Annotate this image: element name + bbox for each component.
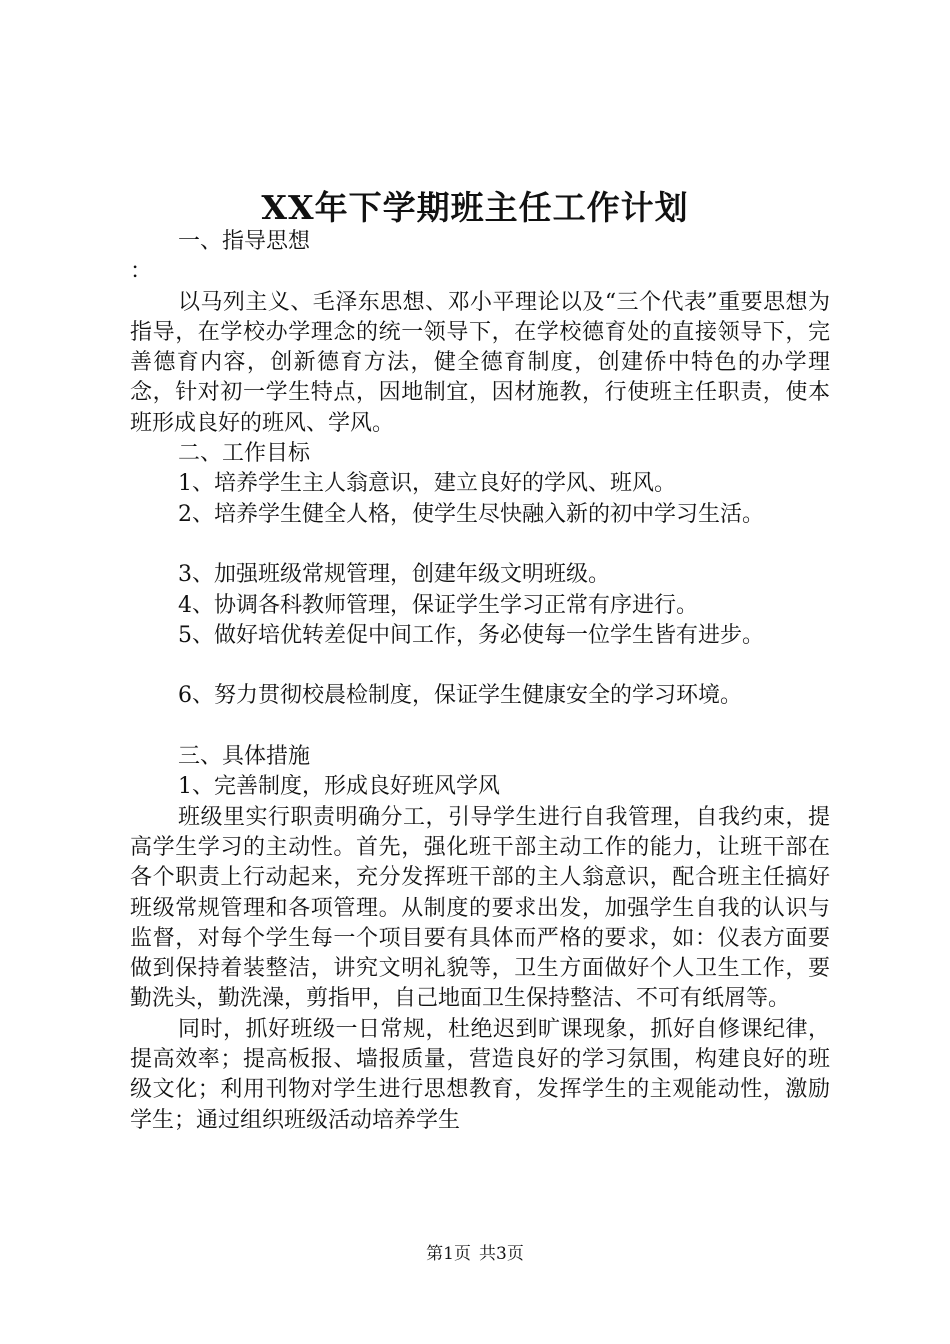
heading-colon: ： — [130, 259, 153, 285]
goal-item-2: 2、培养学生健全人格，使学生尽快融入新的初中学习生活。 — [178, 501, 764, 527]
goal-item-6: 6、努力贯彻校晨检制度，保证学生健康安全的学习环境。 — [178, 683, 742, 709]
section-heading-measures: 三、具体措施 — [178, 744, 311, 770]
page-footer — [0, 1243, 950, 1265]
blank-line — [130, 712, 830, 742]
page-number-current: 第1页 — [426, 1244, 471, 1264]
paragraph-guiding-ideology: 以马列主义、毛泽东思想、邓小平理论以及“三个代表”重要思想为指导，在学校办学理念的统一领导下，在学校德育处的直接领导下，完善德育内容，创新德育方法，健全德育制度，创建侨中特色的办学理念，针对初一学生特点，因地制宜，因材施教，行使班主任职责，使本班形成良好的班风、学风。 — [130, 289, 830, 436]
document-body — [130, 227, 830, 1136]
subheading-improve-system: 1、完善制度，形成良好班风学风 — [178, 774, 500, 800]
goal-item-5: 5、做好培优转差促中间工作，务必使每一位学生皆有进步。 — [178, 622, 764, 648]
goal-item-4: 4、协调各科教师管理，保证学生学习正常有序进行。 — [178, 592, 698, 618]
paragraph-daily-routine: 同时，抓好班级一日常规，杜绝迟到旷课现象，抓好自修课纪律，提高效率；提高板报、墙报质量，营造良好的学习氛围，构建良好的班级文化；利用刊物对学生进行思想教育，发挥学生的主观能动性，激励学生；通过组织班级活动培养学生 — [130, 1016, 830, 1133]
section-heading-work-goals: 二、工作目标 — [178, 441, 311, 467]
document-title: XX年下学期班主任工作计划 — [261, 188, 689, 227]
blank-line — [130, 651, 830, 681]
page-number-total: 共3页 — [479, 1244, 524, 1264]
goal-item-3: 3、加强班级常规管理，创建年级文明班级。 — [178, 562, 610, 588]
goal-item-1: 1、培养学生主人翁意识，建立良好的学风、班风。 — [178, 471, 676, 497]
section-heading-guiding-ideology: 一、指导思想 — [178, 229, 311, 254]
blank-line — [130, 530, 830, 560]
paragraph-class-management: 班级里实行职责明确分工，引导学生进行自我管理，自我约束，提高学生学习的主动性。首先，强化班干部主动工作的能力，让班干部在各个职责上行动起来，充分发挥班干部的主人翁意识，配合班主任搞好班级常规管理和各项管理。从制度的要求出发，加强学生自我的认识与监督，对每个学生每一个项目要有具体而严格的要求，如：仪表方面要做到保持着装整洁，讲究文明礼貌等，卫生方面做好个人卫生工作，要勤洗头，勤洗澡，剪指甲，自己地面卫生保持整洁、不可有纸屑等。 — [130, 804, 830, 1012]
